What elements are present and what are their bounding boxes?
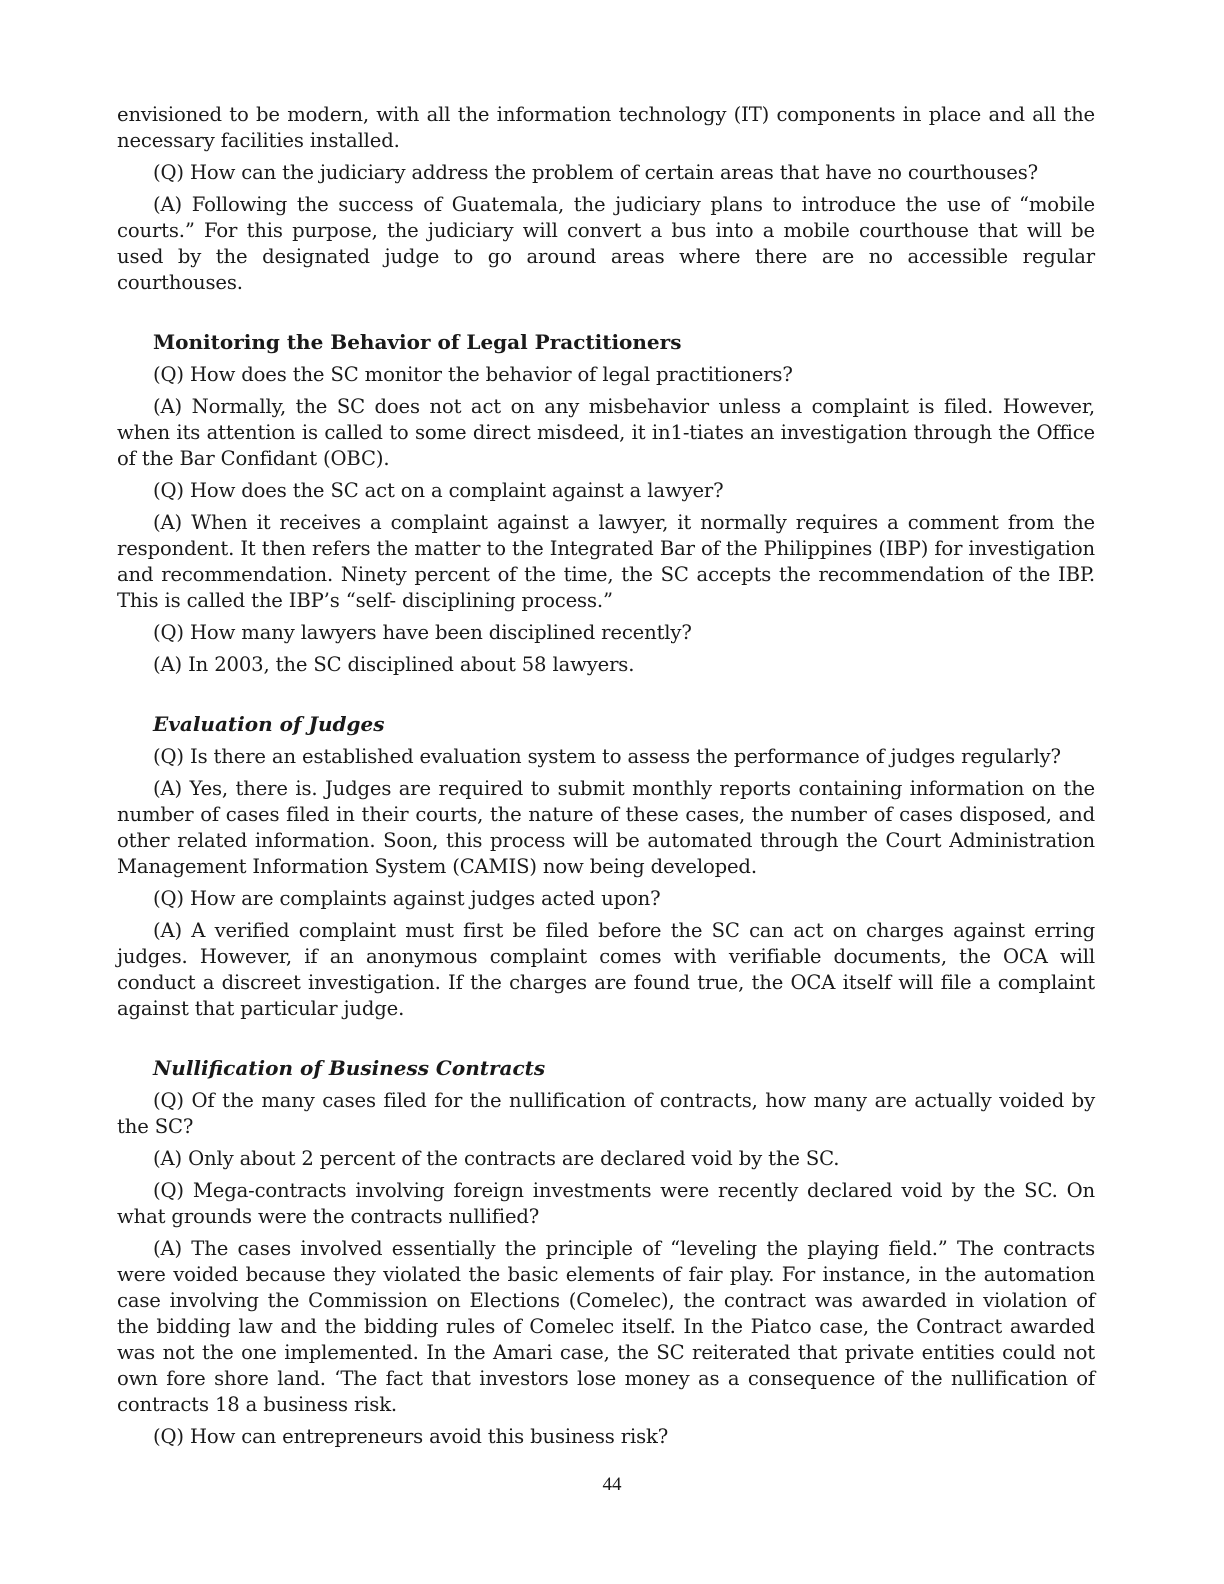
question-paragraph: (Q) How are complaints against judges acted upon? xyxy=(153,887,661,910)
answer-paragraph: (A) The cases involved essentially the principle of “leveling the playing field.” The contracts were voided because they violated the basic elements of fair play. For instance, in the automation case involving the Commission on Elections (Comelec), the contract was awarded in violation of the bidding law and the bidding rules of Comelec itself. In the Piatco case, the Contract awarded was not the one implemented. In the Amari case, the SC reiterated that private entities could not own fore shore land. ‘The fact that investors lose money as a consequence of the nullification of contracts 18 a business risk. xyxy=(117,1237,1095,1416)
answer-paragraph: (A) A verified complaint must first be filed before the SC can act on charges against erring judges. However, if an anonymous complaint comes with verifiable documents, the OCA will conduct a discreet investigation. If the charges are found true, the OCA itself will file a complaint against that particular judge. xyxy=(117,919,1095,1020)
question-paragraph: (Q) Mega-contracts involving foreign investments were recently declared void by the SC. On what grounds were the contracts nullified? xyxy=(117,1179,1095,1228)
document-page xyxy=(117,102,1095,1456)
question-paragraph: (Q) How does the SC act on a complaint against a lawyer? xyxy=(153,479,724,502)
answer-paragraph: (A) When it receives a complaint against a lawyer, it normally requires a comment from the respondent. It then refers the matter to the Integrated Bar of the Philippines (IBP) for investigation and recommendation. Ninety percent of the time, the SC accepts the recommendation of the IBP. This is called the IBP’s “self- disciplining process.” xyxy=(117,511,1095,612)
question-paragraph: (Q) Of the many cases filed for the nullification of contracts, how many are actually voided by the SC? xyxy=(117,1089,1095,1138)
question-paragraph: (Q) How can entrepreneurs avoid this business risk? xyxy=(153,1425,669,1448)
section-heading: Evaluation of Judges xyxy=(153,712,385,736)
question-paragraph: (Q) How does the SC monitor the behavior of legal practitioners? xyxy=(153,363,793,386)
question-paragraph: (Q) Is there an established evaluation system to assess the performance of judges regularly? xyxy=(153,745,1061,768)
question-paragraph: (Q) How can the judiciary address the problem of certain areas that have no courthouses? xyxy=(153,161,1038,184)
section-nullification xyxy=(117,1054,1095,1450)
section-heading: Monitoring the Behavior of Legal Practitioners xyxy=(153,330,682,354)
section-evaluation xyxy=(117,710,1095,1022)
section-heading: Nullification of Business Contracts xyxy=(153,1056,546,1080)
answer-paragraph: (A) Only about 2 percent of the contracts are declared void by the SC. xyxy=(153,1147,840,1170)
intro-paragraph: envisioned to be modern, with all the information technology (IT) components in place and all the necessary facilities installed. xyxy=(117,103,1095,152)
question-paragraph: (Q) How many lawyers have been disciplined recently? xyxy=(153,621,692,644)
answer-paragraph: (A) Yes, there is. Judges are required to submit monthly reports containing information on the number of cases filed in their courts, the nature of these cases, the number of cases disposed, and other related information. Soon, this process will be automated through the Court Administration Management Information System (CAMIS) now being developed. xyxy=(117,777,1095,878)
page-number: 44 xyxy=(602,1474,622,1495)
answer-paragraph: (A) In 2003, the SC disciplined about 58 lawyers. xyxy=(153,653,635,676)
section-monitoring xyxy=(117,328,1095,678)
answer-paragraph: (A) Following the success of Guatemala, the judiciary plans to introduce the use of “mobile courts.” For this purpose, the judiciary will convert a bus into a mobile courthouse that will be used by the designated judge to go around areas where there are no accessible regular courthouses. xyxy=(117,193,1095,294)
answer-paragraph: (A) Normally, the SC does not act on any misbehavior unless a complaint is filed. However, when its attention is called to some direct misdeed, it in1-tiates an investigation through the Office of the Bar Confidant (OBC). xyxy=(117,395,1095,470)
